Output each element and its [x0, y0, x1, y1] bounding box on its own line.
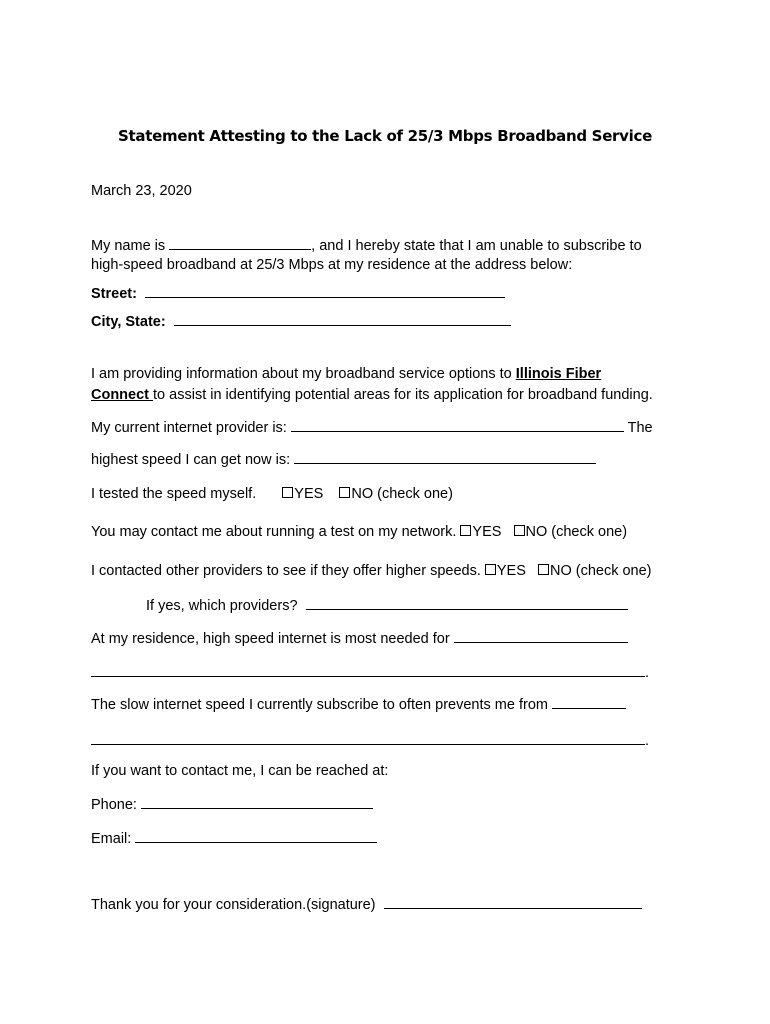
- contact-intro: If you want to contact me, I can be reached at:: [91, 763, 389, 779]
- phone-blank[interactable]: [141, 795, 373, 809]
- provider-line: [91, 418, 653, 436]
- provider-suffix: The: [627, 420, 653, 436]
- prevents-label: The slow internet speed I currently subscribe to often prevents me from: [91, 697, 548, 713]
- question-text: I contacted other providers to see if they offer higher speeds.: [91, 563, 481, 579]
- period: .: [645, 665, 650, 681]
- company-name-part2: Connect: [91, 387, 149, 403]
- question-text: I tested the speed myself.: [91, 486, 257, 502]
- yes-label: YES: [294, 486, 324, 502]
- street-blank[interactable]: [145, 284, 505, 298]
- name-prefix: My name is: [91, 238, 166, 254]
- question-tested-speed: [91, 486, 453, 502]
- date-text: March 23, 2020: [91, 183, 192, 199]
- provider-label: My current internet provider is:: [91, 420, 287, 436]
- speed-label: highest speed I can get now is:: [91, 452, 291, 468]
- yes-checkbox[interactable]: [460, 525, 471, 536]
- which-providers-line: [146, 596, 628, 614]
- signature-line: [91, 895, 642, 913]
- info-suffix: to assist in identifying potential areas for its application for broadband funding.: [153, 387, 653, 403]
- city-state-label: City, State:: [91, 314, 166, 330]
- yes-label: YES: [496, 563, 526, 579]
- signature-blank[interactable]: [384, 895, 642, 909]
- needed-label: At my residence, high speed internet is most needed for: [91, 631, 450, 647]
- email-label: Email:: [91, 831, 132, 847]
- provider-blank[interactable]: [291, 418, 624, 432]
- prevents-continuation-line: [91, 731, 649, 749]
- info-line-1: [91, 366, 601, 382]
- no-checkbox[interactable]: [538, 564, 549, 575]
- no-label: NO (check one): [525, 524, 628, 540]
- which-providers-blank[interactable]: [306, 596, 628, 610]
- street-line: [91, 284, 505, 302]
- period: .: [645, 733, 650, 749]
- name-line: [91, 236, 642, 254]
- no-checkbox[interactable]: [514, 525, 525, 536]
- no-checkbox[interactable]: [339, 487, 350, 498]
- email-blank[interactable]: [135, 829, 377, 843]
- question-contact-test: [91, 524, 627, 540]
- street-label: Street:: [91, 286, 137, 302]
- speed-line: [91, 450, 596, 468]
- needed-line: [91, 629, 628, 647]
- prevents-blank[interactable]: [552, 695, 626, 709]
- no-label: NO (check one): [549, 563, 652, 579]
- thanks-label: Thank you for your consideration.(signature): [91, 897, 376, 913]
- question-other-providers: [91, 563, 652, 579]
- yes-checkbox[interactable]: [282, 487, 293, 498]
- city-line: [91, 312, 511, 330]
- needed-blank[interactable]: [454, 629, 628, 643]
- name-blank[interactable]: [169, 236, 311, 250]
- question-text: You may contact me about running a test on my network.: [91, 524, 457, 540]
- yes-label: YES: [472, 524, 502, 540]
- residence-line: high-speed broadband at 25/3 Mbps at my residence at the address below:: [91, 257, 573, 273]
- city-state-blank[interactable]: [174, 312, 511, 326]
- phone-line: [91, 795, 373, 813]
- needed-continuation-blank[interactable]: [91, 663, 645, 677]
- speed-blank[interactable]: [294, 450, 596, 464]
- prevents-continuation-blank[interactable]: [91, 731, 645, 745]
- needed-continuation-line: [91, 663, 649, 681]
- prevents-line: [91, 695, 626, 713]
- info-line-2: [91, 387, 653, 403]
- document-title: Statement Attesting to the Lack of 25/3 Mbps Broadband Service: [118, 127, 652, 145]
- which-providers-label: If yes, which providers?: [146, 598, 298, 614]
- phone-label: Phone:: [91, 797, 137, 813]
- yes-checkbox[interactable]: [485, 564, 496, 575]
- email-line: [91, 829, 377, 847]
- info-prefix: I am providing information about my broadband service options to: [91, 366, 512, 382]
- company-name-part1: Illinois Fiber: [515, 366, 602, 382]
- no-label: NO (check one): [351, 486, 453, 502]
- name-suffix: , and I hereby state that I am unable to subscribe to: [311, 238, 642, 254]
